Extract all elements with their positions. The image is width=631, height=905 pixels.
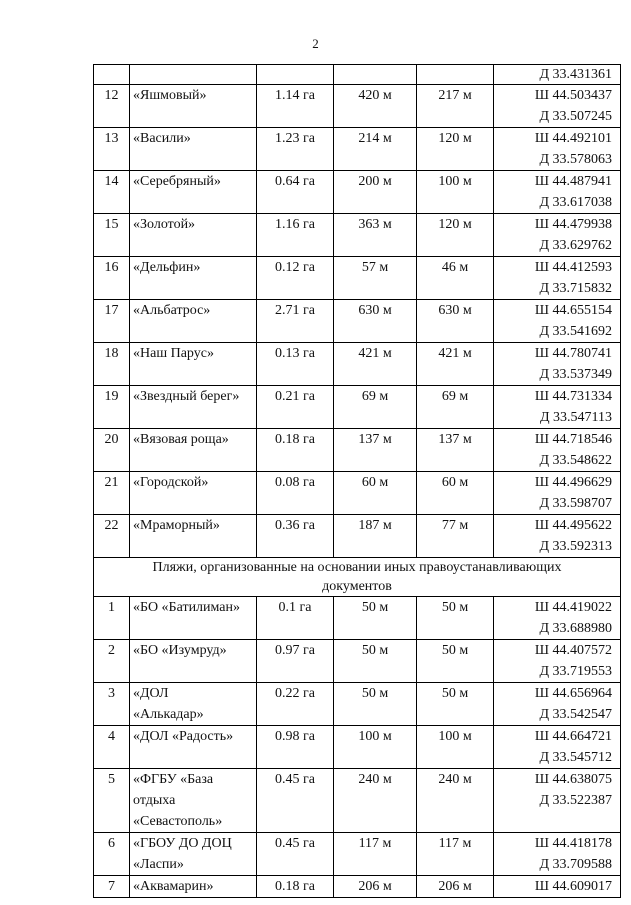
cell-width: 50 м [417, 640, 494, 683]
cell-width: 117 м [417, 833, 494, 876]
coord-line: Д 33.688980 [539, 621, 612, 636]
table-row [94, 472, 621, 515]
cell-area: 0.64 га [257, 171, 334, 214]
cell-area: 0.21 га [257, 386, 334, 429]
cell-area: 0.13 га [257, 343, 334, 386]
cell-no: 20 [94, 429, 130, 472]
table-row [94, 833, 621, 876]
cell-name [130, 343, 257, 386]
coord-line: Д 33.537349 [539, 367, 612, 382]
cell-no: 18 [94, 343, 130, 386]
cell-length: 100 м [334, 726, 417, 769]
cell-no: 3 [94, 683, 130, 726]
cell-name [130, 214, 257, 257]
cell-width: 240 м [417, 769, 494, 833]
name-line: «Звездный берег» [133, 389, 240, 404]
cell-area: 0.1 га [257, 597, 334, 640]
coord-line: Д 33.522387 [539, 793, 612, 808]
coord-line: Ш 44.479938 [534, 217, 612, 232]
cell-no: 4 [94, 726, 130, 769]
name-line: «Альбатрос» [133, 303, 211, 318]
cell-length: 630 м [334, 300, 417, 343]
cell-width: 77 м [417, 515, 494, 558]
coord-line: Ш 44.407572 [534, 643, 612, 658]
cell-length: 206 м [334, 876, 417, 898]
name-line: «Севастополь» [133, 814, 223, 829]
coord-line: Д 33.548622 [539, 453, 612, 468]
coord-line: Ш 44.492101 [534, 131, 612, 146]
cell-width: 120 м [417, 214, 494, 257]
cell-length: 187 м [334, 515, 417, 558]
cell-no: 17 [94, 300, 130, 343]
cell-width: 50 м [417, 597, 494, 640]
cell-width: 137 м [417, 429, 494, 472]
table-row [94, 386, 621, 429]
cell-name [130, 515, 257, 558]
table-row [94, 128, 621, 171]
name-line: «Серебряный» [133, 174, 221, 189]
cell-area: 0.12 га [257, 257, 334, 300]
name-line: «Мраморный» [133, 518, 220, 533]
cell-name [130, 597, 257, 640]
cell-length: 240 м [334, 769, 417, 833]
cell-no: 15 [94, 214, 130, 257]
cell-name [130, 769, 257, 833]
cell-width: 100 м [417, 726, 494, 769]
cell-no: 2 [94, 640, 130, 683]
cell-length: 50 м [334, 597, 417, 640]
name-line: «Дельфин» [133, 260, 201, 275]
cell-no: 1 [94, 597, 130, 640]
cell-area: 0.98 га [257, 726, 334, 769]
table-row-continuation [94, 65, 621, 85]
cell-coords [494, 214, 621, 257]
cell-area: 1.14 га [257, 85, 334, 128]
cell-area [257, 65, 334, 85]
cell-length: 60 м [334, 472, 417, 515]
cell-area: 0.18 га [257, 429, 334, 472]
cell-width: 421 м [417, 343, 494, 386]
coord-line: Д 33.578063 [539, 152, 612, 167]
coord-line: Ш 44.656964 [534, 686, 612, 701]
cell-length: 421 м [334, 343, 417, 386]
cell-no: 13 [94, 128, 130, 171]
name-line: «БО «Изумруд» [133, 643, 227, 658]
cell-name [130, 386, 257, 429]
name-line: «ДОЛ [133, 686, 169, 701]
name-line: отдыха [133, 793, 176, 808]
coord-line: Д 33.629762 [539, 238, 612, 253]
cell-length: 57 м [334, 257, 417, 300]
cell-no: 7 [94, 876, 130, 898]
cell-coords [494, 833, 621, 876]
cell-name [130, 472, 257, 515]
section-header [94, 558, 621, 597]
cell-length: 50 м [334, 683, 417, 726]
table-row [94, 683, 621, 726]
coord-line: Ш 44.780741 [534, 346, 612, 361]
cell-area: 0.22 га [257, 683, 334, 726]
name-line: «Ласпи» [133, 857, 184, 872]
cell-area: 1.16 га [257, 214, 334, 257]
cell-no: 5 [94, 769, 130, 833]
name-line: «Аквамарин» [133, 879, 214, 894]
cell-no: 21 [94, 472, 130, 515]
cell-length: 69 м [334, 386, 417, 429]
coord-line: Д 33.592313 [539, 539, 612, 554]
table-row [94, 257, 621, 300]
section-header-line: Пляжи, организованные на основании иных правоустанавливающих [152, 560, 562, 575]
coord-line: Ш 44.495622 [534, 518, 612, 533]
section-header-line: документов [322, 579, 392, 594]
coord-line: Ш 44.609017 [534, 879, 612, 894]
cell-name [130, 257, 257, 300]
cell-no [94, 65, 130, 85]
coord-line: Ш 44.655154 [534, 303, 612, 318]
cell-no: 19 [94, 386, 130, 429]
table-row [94, 640, 621, 683]
name-line: «ФГБУ «База [133, 772, 214, 787]
cell-width: 69 м [417, 386, 494, 429]
cell-no: 16 [94, 257, 130, 300]
name-line: «ДОЛ «Радость» [133, 729, 234, 744]
coord-line: Д 33.719553 [539, 664, 612, 679]
table-row [94, 515, 621, 558]
cell-name [130, 85, 257, 128]
cell-area: 1.23 га [257, 128, 334, 171]
cell-name [130, 876, 257, 898]
cell-area: 0.18 га [257, 876, 334, 898]
beaches-table [93, 64, 621, 898]
coord-line: Д 33.507245 [539, 109, 612, 124]
table-row [94, 214, 621, 257]
cell-width: 217 м [417, 85, 494, 128]
table-row [94, 597, 621, 640]
cell-no: 14 [94, 171, 130, 214]
coord-line: Д 33.598707 [539, 496, 612, 511]
table-row [94, 769, 621, 833]
cell-width: 120 м [417, 128, 494, 171]
cell-coords [494, 515, 621, 558]
cell-coords [494, 65, 621, 85]
coord-line: Д 33.617038 [539, 195, 612, 210]
cell-length: 117 м [334, 833, 417, 876]
cell-length: 50 м [334, 640, 417, 683]
cell-name [130, 833, 257, 876]
coord-line: Д 33.715832 [539, 281, 612, 296]
name-line: «Городской» [133, 475, 209, 490]
table-row [94, 85, 621, 128]
cell-coords [494, 85, 621, 128]
cell-coords [494, 386, 621, 429]
cell-width: 46 м [417, 257, 494, 300]
cell-coords [494, 171, 621, 214]
name-line: «Васили» [133, 131, 191, 146]
cell-name [130, 683, 257, 726]
cell-coords [494, 876, 621, 898]
name-line: «ГБОУ ДО ДОЦ [133, 836, 232, 851]
cell-area: 0.97 га [257, 640, 334, 683]
coord-line: Ш 44.664721 [534, 729, 612, 744]
section-header-row [94, 558, 621, 597]
cell-area: 0.36 га [257, 515, 334, 558]
table-row [94, 300, 621, 343]
cell-name [130, 171, 257, 214]
coord-line: Ш 44.731334 [534, 389, 612, 404]
cell-coords [494, 472, 621, 515]
cell-length: 200 м [334, 171, 417, 214]
cell-area: 0.08 га [257, 472, 334, 515]
coord-line: Ш 44.419022 [534, 600, 612, 615]
cell-coords [494, 769, 621, 833]
cell-coords [494, 683, 621, 726]
cell-width: 50 м [417, 683, 494, 726]
cell-length [334, 65, 417, 85]
cell-coords [494, 726, 621, 769]
coord-line: Ш 44.487941 [534, 174, 612, 189]
coord-line: Д 33.547113 [539, 410, 612, 425]
cell-coords [494, 257, 621, 300]
coord-line: Ш 44.503437 [534, 88, 612, 103]
cell-name [130, 429, 257, 472]
cell-area: 0.45 га [257, 833, 334, 876]
table-row [94, 171, 621, 214]
cell-no: 22 [94, 515, 130, 558]
name-line: «Яшмовый» [133, 88, 207, 103]
cell-name [130, 726, 257, 769]
cell-width: 60 м [417, 472, 494, 515]
cell-coords [494, 429, 621, 472]
cell-coords [494, 128, 621, 171]
cell-no: 12 [94, 85, 130, 128]
coord-line: Д 33.431361 [539, 67, 612, 82]
table-row [94, 343, 621, 386]
cell-coords [494, 343, 621, 386]
coord-line: Ш 44.638075 [534, 772, 612, 787]
table-row [94, 429, 621, 472]
coord-line: Ш 44.412593 [534, 260, 612, 275]
cell-width: 100 м [417, 171, 494, 214]
coord-line: Ш 44.418178 [534, 836, 612, 851]
page-number: 2 [312, 36, 319, 51]
table-row [94, 726, 621, 769]
cell-area: 0.45 га [257, 769, 334, 833]
cell-width: 206 м [417, 876, 494, 898]
name-line: «Алькадар» [133, 707, 204, 722]
cell-name [130, 65, 257, 85]
cell-name [130, 300, 257, 343]
coord-line: Д 33.542547 [539, 707, 612, 722]
table-row [94, 876, 621, 898]
coord-line: Ш 44.718546 [534, 432, 612, 447]
cell-name [130, 128, 257, 171]
cell-no: 6 [94, 833, 130, 876]
cell-width [417, 65, 494, 85]
cell-length: 420 м [334, 85, 417, 128]
coord-line: Ш 44.496629 [534, 475, 612, 490]
name-line: «Золотой» [133, 217, 196, 232]
name-line: «БО «Батилиман» [133, 600, 241, 615]
cell-width: 630 м [417, 300, 494, 343]
coord-line: Д 33.709588 [539, 857, 612, 872]
name-line: «Вязовая роща» [133, 432, 229, 447]
table-body [94, 65, 621, 898]
cell-coords [494, 300, 621, 343]
cell-length: 137 м [334, 429, 417, 472]
coord-line: Д 33.541692 [539, 324, 612, 339]
cell-length: 214 м [334, 128, 417, 171]
cell-coords [494, 640, 621, 683]
cell-name [130, 640, 257, 683]
cell-area: 2.71 га [257, 300, 334, 343]
name-line: «Наш Парус» [133, 346, 214, 361]
coord-line: Д 33.545712 [539, 750, 612, 765]
cell-length: 363 м [334, 214, 417, 257]
cell-coords [494, 597, 621, 640]
